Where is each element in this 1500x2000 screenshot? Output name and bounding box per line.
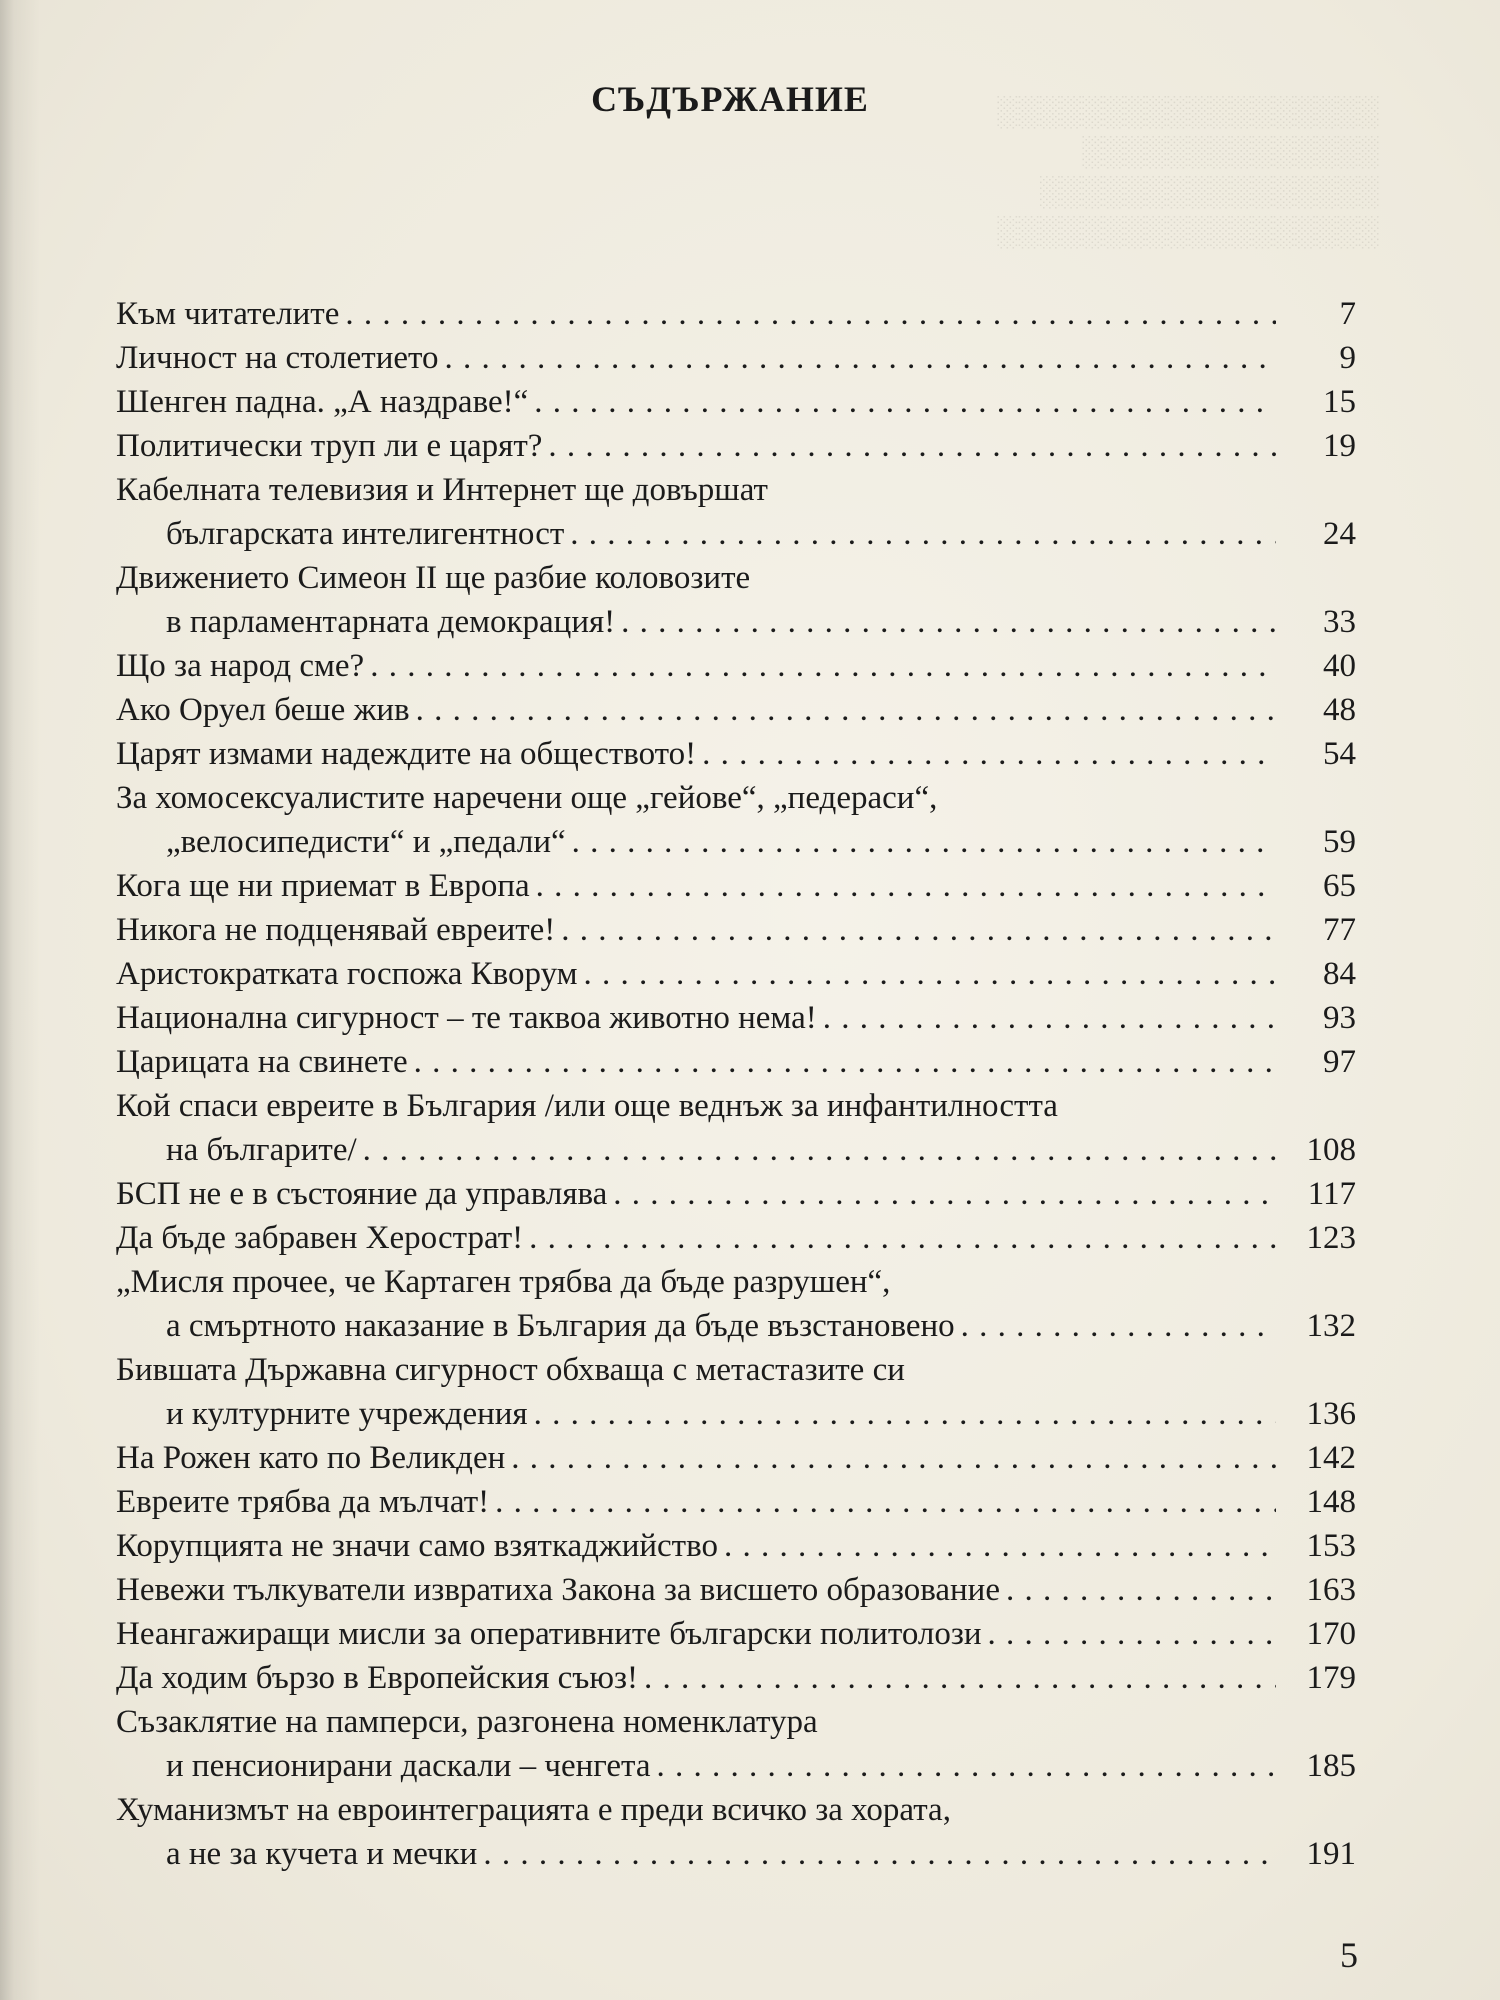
toc-page-number: 136 [1306, 1396, 1356, 1432]
dot-leader [345, 292, 1276, 336]
toc-page-number: 163 [1306, 1572, 1356, 1608]
toc-entry [116, 1612, 1356, 1656]
toc-entry-title: Личност на столетието [116, 340, 439, 376]
toc-entry-title: Да ходим бързо в Европейския съюз! [116, 1660, 639, 1696]
toc-page-number: 59 [1323, 824, 1356, 860]
toc-entry-title: Съзаклятие на памперси, разгонена номенклатура [116, 1704, 818, 1740]
toc-entry-line [116, 1832, 1276, 1876]
toc-entry [116, 1348, 1356, 1436]
toc-entry [116, 864, 1356, 908]
toc-page-number: 170 [1306, 1616, 1356, 1652]
toc-entry-line [116, 336, 1276, 380]
dot-leader [702, 732, 1276, 776]
toc-entry-line [116, 952, 1276, 996]
toc-entry-line [116, 1524, 1276, 1568]
dot-leader [363, 1128, 1276, 1172]
toc-entry [116, 1568, 1356, 1612]
page-number: 5 [1340, 1935, 1358, 1975]
dot-leader [644, 1656, 1276, 1700]
toc-entry-line [116, 820, 1276, 864]
toc-entry [116, 776, 1356, 864]
toc-page-number: 179 [1306, 1660, 1356, 1696]
toc-entry-line [116, 424, 1276, 468]
toc-entry-title: Що за народ сме? [116, 648, 365, 684]
toc-entry-line [116, 1612, 1276, 1656]
dot-leader [370, 644, 1276, 688]
toc-entry [116, 996, 1356, 1040]
toc-page-number: 97 [1323, 1044, 1356, 1080]
toc-entry [116, 644, 1356, 688]
table-of-contents [116, 292, 1356, 1876]
toc-entry [116, 424, 1356, 468]
dot-leader [823, 996, 1276, 1040]
toc-entry [116, 1260, 1356, 1348]
toc-entry-title: Никога не подценявай евреите! [116, 912, 556, 948]
toc-entry-title: „Мисля прочее, че Картаген трябва да бъде разрушен“, [116, 1264, 891, 1300]
toc-page-number: 48 [1323, 692, 1356, 728]
toc-entry-title: Корупцията не значи само взяткаджийство [116, 1528, 718, 1564]
toc-page-number: 54 [1323, 736, 1356, 772]
toc-entry-title: Кога ще ни приемат в Европа [116, 868, 530, 904]
toc-entry-line [116, 600, 1276, 644]
toc-entry [116, 1040, 1356, 1084]
toc-entry [116, 1656, 1356, 1700]
toc-entry-line [116, 776, 1276, 820]
toc-page-number: 123 [1306, 1220, 1356, 1256]
toc-entry-line [116, 1568, 1276, 1612]
toc-entry-title: Невежи тълкуватели извратиха Закона за висшето образование [116, 1572, 1000, 1608]
toc-entry-title: „велосипедисти“ и „педали“ [166, 824, 566, 860]
toc-entry [116, 1524, 1356, 1568]
toc-entry-title: Движението Симеон II ще разбие коловозите [116, 560, 751, 596]
dot-leader [534, 1392, 1276, 1436]
dot-leader [483, 1832, 1276, 1876]
toc-entry-title: Царицата на свинете [116, 1044, 408, 1080]
toc-entry-title: българската интелигентност [166, 516, 565, 552]
toc-entry [116, 908, 1356, 952]
toc-entry [116, 336, 1356, 380]
toc-page-number: 132 [1306, 1308, 1356, 1344]
dot-leader [961, 1304, 1276, 1348]
toc-entry-title: Кой спаси евреите в България /или още веднъж за инфантилността [116, 1088, 1058, 1124]
toc-entry [116, 556, 1356, 644]
toc-page-number: 153 [1306, 1528, 1356, 1564]
toc-entry-title: На Рожен като по Великден [116, 1440, 506, 1476]
toc-entry [116, 1216, 1356, 1260]
page-title: СЪДЪРЖАНИЕ [591, 79, 869, 119]
toc-entry-title: За хомосексуалистите наречени още „гейове“, „педераси“, [116, 780, 938, 816]
dot-leader [445, 336, 1276, 380]
toc-entry-title: а смъртното наказание в България да бъде възстановено [166, 1308, 955, 1344]
toc-page-number: 185 [1306, 1748, 1356, 1784]
toc-page-number: 93 [1323, 1000, 1356, 1036]
toc-entry-line [116, 1260, 1276, 1304]
toc-entry-line [116, 864, 1276, 908]
toc-entry-line [116, 512, 1276, 556]
toc-entry-title: Евреите трябва да мълчат! [116, 1484, 490, 1520]
toc-entry-title: в парламентарната демокрация! [166, 604, 616, 640]
toc-entry-title: Национална сигурност – те таквоа животно нема! [116, 1000, 817, 1036]
toc-entry [116, 1436, 1356, 1480]
toc-entry-title: Царят измами надеждите на обществото! [116, 736, 697, 772]
toc-entry-title: Политически труп ли е царят? [116, 428, 543, 464]
dot-leader [534, 380, 1276, 424]
toc-entry-title: на българите/ [166, 1132, 357, 1168]
toc-entry-line [116, 380, 1276, 424]
toc-page-number: 9 [1339, 340, 1356, 376]
toc-entry [116, 380, 1356, 424]
toc-entry-title: Неангажиращи мисли за оперативните български политолози [116, 1616, 982, 1652]
toc-entry-title: и пенсионирани даскали – ченгета [166, 1748, 651, 1784]
toc-entry-line [116, 1700, 1276, 1744]
toc-entry-title: БСП не е в състояние да управлява [116, 1176, 608, 1212]
toc-page-number: 65 [1323, 868, 1356, 904]
toc-entry-title: Да бъде забравен Херострат! [116, 1220, 524, 1256]
toc-entry-title: Аристократката госпожа Кворум [116, 956, 578, 992]
toc-entry [116, 468, 1356, 556]
toc-page-number: 142 [1306, 1440, 1356, 1476]
toc-entry-line [116, 1392, 1276, 1436]
toc-entry [116, 1700, 1356, 1788]
toc-entry [116, 1788, 1356, 1876]
toc-entry [116, 1172, 1356, 1216]
toc-entry-title: Ако Оруел беше жив [116, 692, 410, 728]
dot-leader [511, 1436, 1276, 1480]
toc-page-number: 15 [1323, 384, 1356, 420]
toc-entry-title: Хуманизмът на евроинтеграцията е преди всичко за хората, [116, 1792, 951, 1828]
toc-page-number: 7 [1339, 296, 1356, 332]
toc-entry-line [116, 1172, 1276, 1216]
toc-entry [116, 1480, 1356, 1524]
toc-page-number: 148 [1306, 1484, 1356, 1520]
toc-entry-title: Кабелната телевизия и Интернет ще довършат [116, 472, 768, 508]
toc-page-number: 24 [1323, 516, 1356, 552]
toc-entry-line [116, 1128, 1276, 1172]
toc-page-number: 108 [1306, 1132, 1356, 1168]
toc-entry-title: а не за кучета и мечки [166, 1836, 478, 1872]
toc-entry-line [116, 688, 1276, 732]
toc-entry-line [116, 1744, 1276, 1788]
toc-entry-line [116, 1480, 1276, 1524]
toc-page-number: 33 [1323, 604, 1356, 640]
dot-leader [572, 820, 1276, 864]
dot-leader [570, 512, 1276, 556]
dot-leader [495, 1480, 1276, 1524]
toc-entry-line [116, 732, 1276, 776]
toc-entry [116, 952, 1356, 996]
toc-entry-line [116, 996, 1276, 1040]
dot-leader [414, 1040, 1276, 1084]
toc-entry-line [116, 556, 1276, 600]
toc-entry-title: Бившата Държавна сигурност обхваща с метастазите си [116, 1352, 905, 1388]
toc-page-number: 40 [1323, 648, 1356, 684]
toc-entry-line [116, 1436, 1276, 1480]
toc-entry-title: Шенген падна. „А наздраве!“ [116, 384, 529, 420]
toc-entry-line [116, 1656, 1276, 1700]
toc-entry-line [116, 1348, 1276, 1392]
toc-page-number: 84 [1323, 956, 1356, 992]
toc-page-number: 77 [1323, 912, 1356, 948]
dot-leader [548, 424, 1276, 468]
dot-leader [724, 1524, 1276, 1568]
toc-entry-line [116, 1216, 1276, 1260]
dot-leader [1006, 1568, 1276, 1612]
dot-leader [657, 1744, 1276, 1788]
dot-leader [536, 864, 1276, 908]
toc-entry [116, 688, 1356, 732]
toc-page-number: 19 [1323, 428, 1356, 464]
dot-leader [613, 1172, 1276, 1216]
toc-entry-title: и културните учреждения [166, 1396, 528, 1432]
toc-entry [116, 732, 1356, 776]
bleed-through-text: ░░░░░░░░░░░░░░░░░░ ░░░░░░░░░░░░░░ ░░░░░░░░░░░░░░░░ ░░░░░░░░░░░░░░░░░░ [997, 95, 1380, 248]
toc-entry-line [116, 468, 1276, 512]
toc-entry-line [116, 1040, 1276, 1084]
dot-leader [584, 952, 1276, 996]
dot-leader [988, 1612, 1276, 1656]
dot-leader [561, 908, 1276, 952]
toc-entry [116, 292, 1356, 336]
toc-entry-line [116, 908, 1276, 952]
toc-entry-line [116, 644, 1276, 688]
dot-leader [621, 600, 1276, 644]
toc-entry-line [116, 1084, 1276, 1128]
toc-entry-line [116, 1788, 1276, 1832]
toc-entry-line [116, 292, 1276, 336]
toc-page-number: 191 [1306, 1836, 1356, 1872]
toc-entry-title: Към читателите [116, 296, 340, 332]
toc-entry [116, 1084, 1356, 1172]
toc-entry-line [116, 1304, 1276, 1348]
dot-leader [416, 688, 1276, 732]
toc-page-number: 117 [1307, 1176, 1356, 1212]
dot-leader [529, 1216, 1276, 1260]
